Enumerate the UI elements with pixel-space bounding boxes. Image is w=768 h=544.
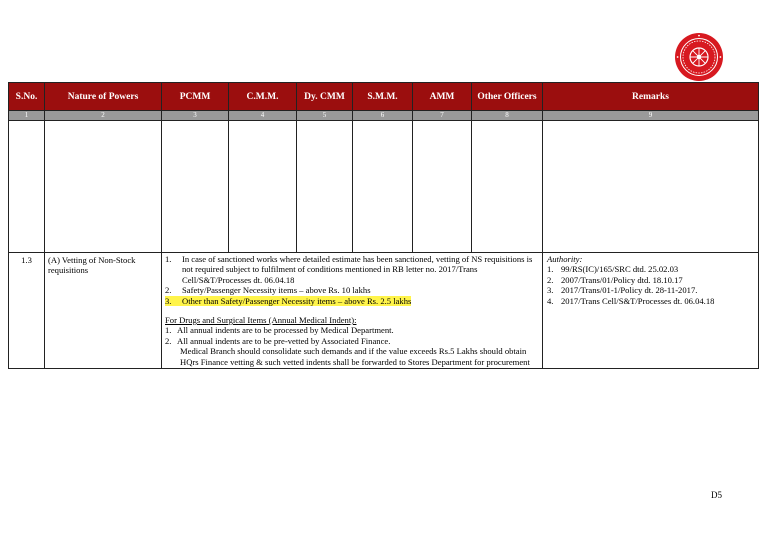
remarks-heading: Authority: — [547, 254, 583, 264]
column-number: 6 — [353, 111, 413, 121]
list-item — [165, 285, 538, 295]
column-number: 4 — [229, 111, 297, 121]
list-item — [547, 275, 754, 285]
header-amm: AMM — [413, 83, 472, 111]
item-number: 3. — [165, 296, 182, 306]
column-number: 8 — [472, 111, 543, 121]
item-text: All annual indents are to be processed by Medical Department. — [177, 325, 394, 336]
column-number: 3 — [162, 111, 229, 121]
column-number: 9 — [543, 111, 759, 121]
item-text: 99/RS(IC)/165/SRC dtd. 25.02.03 — [561, 264, 679, 275]
item-number: 2. — [165, 335, 172, 346]
item-number: 1. — [165, 254, 172, 264]
header-smm: S.M.M. — [353, 83, 413, 111]
highlighted-item-text: Other than Safety/Passenger Necessity items – above Rs. 2.5 lakhs — [182, 295, 412, 306]
column-number: 2 — [45, 111, 162, 121]
list-item — [547, 296, 754, 306]
list-item — [547, 285, 754, 295]
indian-railways-emblem-icon — [674, 32, 724, 82]
nature-of-powers: (A) Vetting of Non-Stock requisitions — [45, 253, 162, 369]
header-nature-of-powers: Nature of Powers — [45, 83, 162, 111]
powers-table — [8, 82, 759, 369]
item-number: 1. — [547, 264, 554, 275]
item-number: 1. — [165, 325, 172, 336]
remarks-cell — [543, 253, 759, 369]
table-row — [9, 253, 759, 369]
header-pcmm: PCMM — [162, 83, 229, 111]
header-dy-cmm: Dy. CMM — [297, 83, 353, 111]
column-number: 5 — [297, 111, 353, 121]
header-sno: S.No. — [9, 83, 45, 111]
column-number-row — [9, 111, 759, 121]
item-number: 2. — [165, 285, 172, 296]
item-text: All annual indents are to be pre-vetted by Associated Finance. — [177, 335, 391, 346]
column-number: 1 — [9, 111, 45, 121]
item-number: 3. — [547, 285, 554, 296]
drugs-note: Medical Branch should consolidate such demands and if the value exceeds Rs.5 Lakhs should obtain HQrs Finance vetting & such vetted indents shall be forwarded to Stores Department for procurement — [180, 346, 530, 367]
blank-row — [9, 121, 759, 253]
list-item — [165, 325, 538, 335]
list-item — [547, 264, 754, 274]
page-number: D5 — [711, 490, 722, 500]
item-text: 2017/Trans/01-1/Policy dt. 28-11-2017. — [561, 285, 698, 296]
item-text: 2007/Trans/01/Policy dtd. 18.10.17 — [561, 274, 683, 285]
list-item — [165, 336, 538, 346]
item-number: 2. — [547, 274, 554, 285]
item-text: 2017/Trans Cell/S&T/Processes dt. 06.04.18 — [561, 295, 715, 306]
item-text: In case of sanctioned works where detailed estimate has been sanctioned, vetting of NS requisitions is not required subject to fulfilment of conditions mentioned in RB letter no. 2017/Trans Cell/S&T/Processes dt. 06.04.18 — [182, 254, 533, 285]
header-remarks: Remarks — [543, 83, 759, 111]
serial-number: 1.3 — [9, 253, 45, 369]
drugs-heading: For Drugs and Surgical Items (Annual Medical Indent): — [165, 315, 357, 326]
header-other-officers: Other Officers — [472, 83, 543, 111]
list-item — [165, 296, 538, 306]
column-number: 7 — [413, 111, 472, 121]
item-text: Safety/Passenger Necessity items – above Rs. 10 lakhs — [182, 285, 371, 296]
item-number: 4. — [547, 295, 554, 306]
header-cmm: C.M.M. — [229, 83, 297, 111]
powers-description — [162, 253, 543, 369]
header-row — [9, 83, 759, 111]
list-item — [165, 254, 538, 285]
